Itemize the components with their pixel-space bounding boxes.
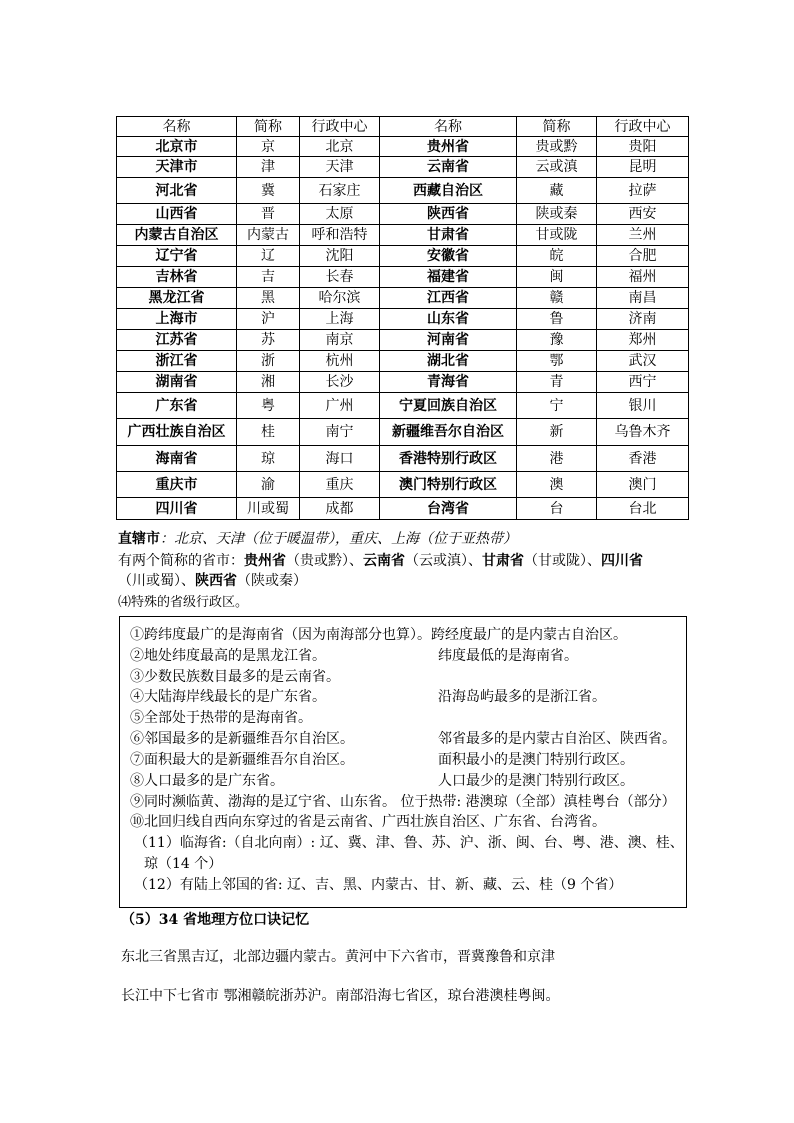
table-cell: 湘	[237, 372, 300, 393]
table-cell: 南宁	[300, 419, 380, 446]
table-cell: 吉	[237, 267, 300, 288]
table-cell: 鲁	[517, 309, 597, 330]
table-row	[117, 472, 689, 498]
table-cell: 内蒙古	[237, 225, 300, 246]
table-cell: 哈尔滨	[300, 288, 380, 309]
table-row	[117, 309, 689, 330]
table-cell: 济南	[597, 309, 689, 330]
table-cell: 湖北省	[380, 351, 517, 372]
fact-line: ④大陆海岸线最长的是广东省。	[130, 689, 326, 705]
table-cell: 台	[517, 498, 597, 520]
table-cell: 云南省	[380, 157, 517, 178]
table-cell: 四川省	[117, 498, 237, 520]
table-cell: 湖南省	[117, 372, 237, 393]
abbr-separator: 、	[587, 553, 601, 569]
table-cell: 福建省	[380, 267, 517, 288]
table-cell: 青海省	[380, 372, 517, 393]
table-cell: 银川	[597, 393, 689, 419]
table-cell: 乌鲁木齐	[597, 419, 689, 446]
table-cell: 澳门特别行政区	[380, 472, 517, 498]
table-cell: 甘或陇	[517, 225, 597, 246]
table-cell: 海南省	[117, 446, 237, 472]
table-cell: 江苏省	[117, 330, 237, 351]
mnemonic-line-1: 东北三省黑吉辽，北部边疆内蒙古。黄河中下六省市，晋冀豫鲁和京津	[121, 949, 555, 965]
abbr-province-abbr: （甘或陇）	[524, 553, 587, 569]
mnemonic-heading: （5）34 省地理方位口诀记忆	[121, 912, 310, 928]
fact-line: ①跨纬度最广的是海南省（因为南海部分也算）。跨经度最广的是内蒙古自治区。	[130, 627, 627, 643]
fact-line: （11）临海省:（自北向南）: 辽、冀、津、鲁、苏、沪、浙、闽、台、粤、港、澳、桂、	[134, 835, 684, 851]
two-abbr-line	[118, 551, 643, 571]
table-cell: 北京	[300, 137, 380, 157]
fact-line: ⑥邻国最多的是新疆维吾尔自治区。	[130, 731, 354, 747]
table-cell: 晋	[237, 204, 300, 225]
fact-line: ⑨同时濒临黄、渤海的是辽宁省、山东省。 位于热带: 港澳琼（全部）滇桂粤台（部分）	[130, 794, 676, 810]
fact-line-right: 纬度最低的是海南省。	[438, 648, 578, 664]
fact-line: ⑧人口最多的是广东省。	[130, 773, 284, 789]
table-cell: 新	[517, 419, 597, 446]
column-header: 简称	[237, 117, 300, 137]
two-abbr-prefix: 有两个简称的省市：	[118, 553, 244, 569]
table-row	[117, 178, 689, 204]
abbr-province-name: 云南省	[363, 553, 405, 569]
table-cell: 南昌	[597, 288, 689, 309]
table-cell: 黑	[237, 288, 300, 309]
table-row	[117, 225, 689, 246]
table-cell: 成都	[300, 498, 380, 520]
table-cell: 豫	[517, 330, 597, 351]
table-cell: 青	[517, 372, 597, 393]
abbr-province-name: 四川省	[601, 553, 643, 569]
table-row	[117, 267, 689, 288]
table-cell: 鄂	[517, 351, 597, 372]
table-cell: 长沙	[300, 372, 380, 393]
table-cell: 台北	[597, 498, 689, 520]
table-cell: 广东省	[117, 393, 237, 419]
abbr-province-name: 甘肃省	[482, 553, 524, 569]
fact-line: ②地处纬度最高的是黑龙江省。	[130, 648, 326, 664]
direct-cities-line	[118, 529, 517, 549]
table-cell: 太原	[300, 204, 380, 225]
fact-line-right: 面积最小的是澳门特别行政区。	[438, 752, 634, 768]
abbr-separator: 、	[468, 553, 482, 569]
table-cell: 南京	[300, 330, 380, 351]
table-cell: 兰州	[597, 225, 689, 246]
table-cell: 昆明	[597, 157, 689, 178]
column-header: 行政中心	[597, 117, 689, 137]
table-cell: 渝	[237, 472, 300, 498]
table-cell: 桂	[237, 419, 300, 446]
fact-line-right: 人口最少的是澳门特别行政区。	[438, 773, 634, 789]
table-cell: 苏	[237, 330, 300, 351]
table-row	[117, 393, 689, 419]
table-cell: 沈阳	[300, 246, 380, 267]
table-cell: 沪	[237, 309, 300, 330]
table-cell: 安徽省	[380, 246, 517, 267]
table-cell: 港	[517, 446, 597, 472]
table-cell: 浙	[237, 351, 300, 372]
province-table	[116, 116, 689, 520]
table-cell: 武汉	[597, 351, 689, 372]
table-cell: 台湾省	[380, 498, 517, 520]
table-cell: 云或滇	[517, 157, 597, 178]
table-cell: 津	[237, 157, 300, 178]
table-cell: 赣	[517, 288, 597, 309]
table-cell: 山东省	[380, 309, 517, 330]
column-header: 名称	[117, 117, 237, 137]
table-cell: 吉林省	[117, 267, 237, 288]
table-header-row	[117, 117, 689, 137]
table-cell: 藏	[517, 178, 597, 204]
column-header: 名称	[380, 117, 517, 137]
table-cell: 拉萨	[597, 178, 689, 204]
table-cell: 海口	[300, 446, 380, 472]
table-cell: 石家庄	[300, 178, 380, 204]
table-cell: 西藏自治区	[380, 178, 517, 204]
table-cell: 贵州省	[380, 137, 517, 157]
table-cell: 上海	[300, 309, 380, 330]
table-cell: 澳	[517, 472, 597, 498]
abbr-province-name: 贵州省	[244, 553, 286, 569]
table-cell: 贵或黔	[517, 137, 597, 157]
table-cell: 闽	[517, 267, 597, 288]
table-row	[117, 351, 689, 372]
fact-line: ⑩北回归线自西向东穿过的省是云南省、广西壮族自治区、广东省、台湾省。	[130, 814, 606, 830]
table-cell: 江西省	[380, 288, 517, 309]
direct-cities-label: 直辖市	[118, 531, 160, 547]
table-cell: 浙江省	[117, 351, 237, 372]
table-row	[117, 498, 689, 520]
table-cell: 澳门	[597, 472, 689, 498]
table-cell: 西宁	[597, 372, 689, 393]
table-cell: 黑龙江省	[117, 288, 237, 309]
table-cell: 重庆	[300, 472, 380, 498]
fact-line: 琼（14 个）	[144, 856, 223, 872]
table-cell: 粤	[237, 393, 300, 419]
table-cell: 甘肃省	[380, 225, 517, 246]
fact-line-right: 邻省最多的是内蒙古自治区、陕西省。	[438, 731, 676, 747]
table-row	[117, 330, 689, 351]
table-cell: 贵阳	[597, 137, 689, 157]
table-cell: 天津	[300, 157, 380, 178]
table-cell: 长春	[300, 267, 380, 288]
table-row	[117, 419, 689, 446]
table-row	[117, 204, 689, 225]
table-cell: 皖	[517, 246, 597, 267]
table-cell: 香港特别行政区	[380, 446, 517, 472]
table-cell: 郑州	[597, 330, 689, 351]
abbr-separator: 、	[349, 553, 363, 569]
fact-line: ⑤全部处于热带的是海南省。	[130, 710, 312, 726]
fact-line: ⑦面积最大的是新疆维吾尔自治区。	[130, 752, 354, 768]
table-cell: 冀	[237, 178, 300, 204]
table-cell: 河南省	[380, 330, 517, 351]
special-facts-box	[119, 616, 687, 908]
table-cell: 天津市	[117, 157, 237, 178]
table-row	[117, 372, 689, 393]
table-cell: 合肥	[597, 246, 689, 267]
table-cell: 杭州	[300, 351, 380, 372]
table-cell: 重庆市	[117, 472, 237, 498]
table-cell: 辽宁省	[117, 246, 237, 267]
special-title: ⑷特殊的省级行政区。	[118, 595, 249, 610]
table-row	[117, 446, 689, 472]
table-cell: 陕或秦	[517, 204, 597, 225]
table-cell: 西安	[597, 204, 689, 225]
fact-line-right: 沿海岛屿最多的是浙江省。	[438, 689, 606, 705]
column-header: 简称	[517, 117, 597, 137]
table-cell: 呼和浩特	[300, 225, 380, 246]
table-cell: 广州	[300, 393, 380, 419]
abbr-province-abbr: （贵或黔）	[286, 553, 349, 569]
table-cell: 京	[237, 137, 300, 157]
table-cell: 内蒙古自治区	[117, 225, 237, 246]
table-cell: 宁	[517, 393, 597, 419]
table-cell: 琼	[237, 446, 300, 472]
table-row	[117, 157, 689, 178]
table-cell: 宁夏回族自治区	[380, 393, 517, 419]
table-cell: 河北省	[117, 178, 237, 204]
column-header: 行政中心	[300, 117, 380, 137]
abbr-province-abbr: （云或滇）	[405, 553, 468, 569]
two-abbr-line2-start: （川或蜀）、	[118, 573, 195, 589]
direct-cities-text: ：北京、天津（位于暖温带），重庆、上海（位于亚热带）	[160, 531, 517, 547]
fact-line: （12）有陆上邻国的省: 辽、吉、黑、内蒙古、甘、新、藏、云、桂（9 个省）	[134, 877, 623, 893]
table-cell: 福州	[597, 267, 689, 288]
table-row	[117, 137, 689, 157]
table-row	[117, 288, 689, 309]
two-abbr-line2-name: 陕西省	[195, 573, 237, 589]
table-cell: 广西壮族自治区	[117, 419, 237, 446]
mnemonic-line-2: 长江中下七省市 鄂湘赣皖浙苏沪。南部沿海七省区，琼台港澳桂粤闽。	[121, 988, 560, 1004]
table-row	[117, 246, 689, 267]
fact-line: ③少数民族数目最多的是云南省。	[130, 669, 340, 685]
table-cell: 香港	[597, 446, 689, 472]
table-cell: 辽	[237, 246, 300, 267]
table-cell: 上海市	[117, 309, 237, 330]
table-cell: 山西省	[117, 204, 237, 225]
two-abbr-line-2	[118, 571, 307, 591]
table-cell: 陕西省	[380, 204, 517, 225]
table-cell: 北京市	[117, 137, 237, 157]
two-abbr-line2-end: （陕或秦）	[237, 573, 307, 589]
table-cell: 川或蜀	[237, 498, 300, 520]
table-cell: 新疆维吾尔自治区	[380, 419, 517, 446]
